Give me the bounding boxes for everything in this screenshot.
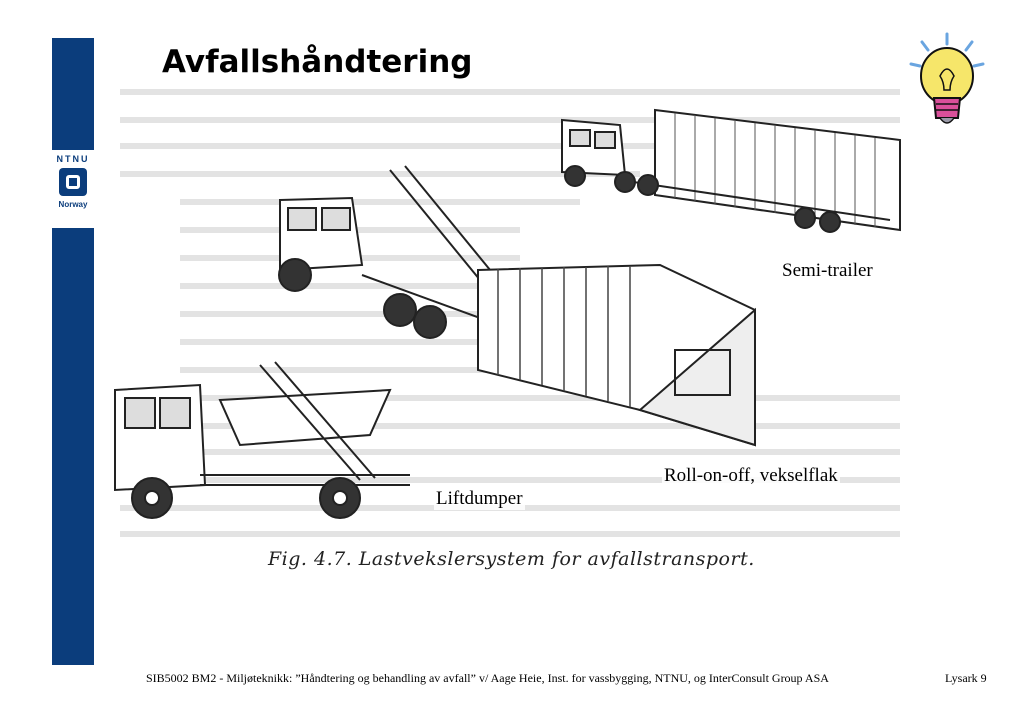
label-roll-on-off: Roll-on-off, vekselflak — [664, 465, 838, 486]
logo-text-norway: Norway — [58, 200, 88, 209]
label-semi-trailer: Semi-trailer — [782, 260, 873, 281]
footer-text: SIB5002 BM2 - Miljøteknikk: ”Håndtering og behandling av avfall” v/ Aage Heie, Inst. for vassbygging, NTNU, og InterConsult Group ASA — [146, 671, 829, 685]
liftdumper-drawing — [115, 362, 410, 518]
slide-title: Avfallshåndtering — [162, 44, 473, 80]
figure-waste-transport — [100, 80, 912, 600]
logo-text-ntnu: NTNU — [56, 154, 90, 164]
ntnu-logo — [52, 150, 94, 228]
label-liftdumper: Liftdumper — [436, 488, 523, 509]
lightbulb-icon — [908, 32, 986, 130]
ntnu-mark-icon — [59, 168, 87, 196]
semi-trailer-drawing — [562, 110, 900, 232]
figure-caption: Fig. 4.7. Lastvekslersystem for avfallstransport. — [268, 548, 755, 570]
slide-number: Lysark 9 — [945, 671, 987, 685]
sidebar-bar — [52, 38, 94, 665]
